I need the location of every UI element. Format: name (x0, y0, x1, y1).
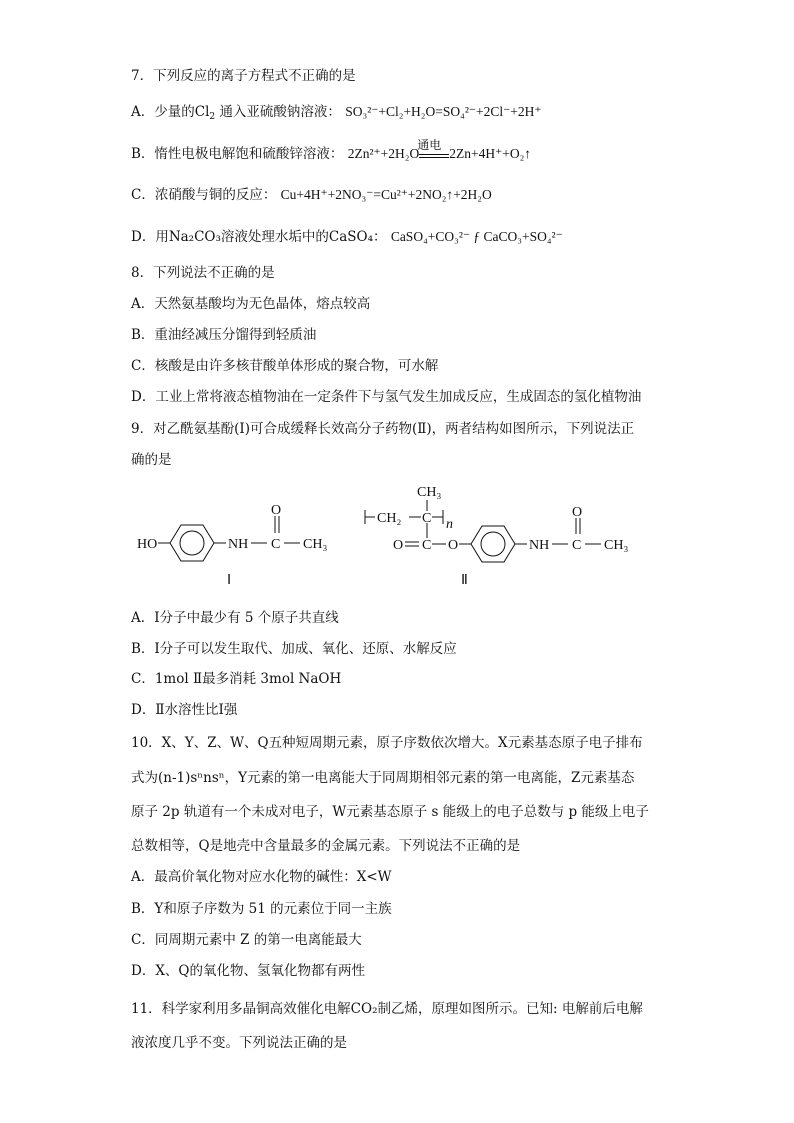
q7-option-d (131, 228, 563, 246)
s1-nh: NH (228, 537, 249, 552)
s1-c: C (271, 537, 281, 552)
q8-option-d: D．工业上常将液态植物油在一定条件下与氢气发生加成反应，生成固态的氢化植物油 (131, 389, 642, 405)
s2-c2: C (422, 538, 432, 553)
s2-ch3: CH₃ (604, 538, 629, 553)
q7-d-equation: CaSO₄+CO₃²⁻ ƒ CaCO₃+SO₄²⁻ (390, 229, 563, 244)
q7-option-c (131, 186, 492, 204)
q7-option-a: A．少量的$Cl_2$ 通入亚硫酸钠溶液： SO₃²⁻+Cl₂+H₂O=SO₄²⁻+2Cl⁻+2H⁺ (131, 104, 542, 122)
s1-benzene-ring (170, 525, 214, 561)
q7-c-text: C．浓硝酸与铜的反应： (131, 187, 277, 203)
s2-benzene-ring (471, 526, 515, 562)
q11-stem-line1: 11．科学家利用多晶铜高效催化电解CO₂制乙烯，原理如图所示。已知: 电解前后电解 (131, 1001, 643, 1017)
q10-option-b: B．Y和原子序数为 51 的元素位于同一主族 (131, 901, 392, 917)
q10-stem-line2: 式为(n-1)sⁿnsⁿ，Y元素的第一电离能大于同周期相邻元素的第一电离能，Z元素基态 (131, 770, 635, 786)
q8-stem: 8．下列说法不正确的是 (131, 265, 275, 281)
q7-a-text2: 通入亚硫酸钠溶液： (219, 104, 341, 120)
s1-ch3: CH₃ (303, 537, 328, 552)
q7-d-text: D．用Na₂CO₃溶液处理水垢中的CaSO₄： (131, 229, 387, 245)
q10-stem-line4: 总数相等，Q是地壳中含量最多的金属元素。下列说法不正确的是 (131, 838, 521, 854)
q7-b-eq-over: 通电 (417, 137, 442, 152)
q7-b-eq-left: 2Zn²⁺+2H₂O (347, 146, 420, 161)
q9-stem-line1: 9．对乙酰氨基酚(Ⅰ)可合成缓释长效高分子药物(Ⅱ)，两者结构如图所示，下列说法正 (131, 421, 635, 437)
s2-nh: NH (529, 538, 550, 553)
label-I: Ⅰ (227, 573, 232, 588)
q11-stem-line2: 液浓度几乎不变。下列说法正确的是 (131, 1035, 347, 1051)
s2-o3: O (572, 505, 583, 520)
q9-option-a: A．Ⅰ分子中最少有 5 个原子共直线 (131, 610, 339, 626)
q9-stem-line2: 确的是 (131, 452, 172, 468)
q9-structures (131, 478, 651, 593)
q9-option-c: C．1mol Ⅱ最多消耗 3mol NaOH (131, 671, 342, 687)
q9-option-d: D．Ⅱ水溶性比Ⅰ强 (131, 702, 238, 718)
q10-stem-line3: 原子 2p 轨道有一个未成对电子，W元素基态原子 s 能级上的电子总数与 p 能级上电子 (131, 804, 649, 820)
label-II: Ⅱ (461, 573, 468, 588)
s2-c3: C (572, 538, 582, 553)
q7-b-eq-right: 2Zn+4H⁺+O₂↑ (449, 146, 532, 161)
q8-option-c: C．核酸是由许多核苷酸单体形成的聚合物，可水解 (131, 358, 439, 374)
q7-option-b (131, 137, 532, 163)
structure-I (137, 503, 327, 588)
s2-o-eq: O (393, 538, 404, 553)
q7-a-text: A．少量的Cl (131, 104, 210, 120)
s2-ch2: CH₂ (377, 511, 402, 526)
q7-b-text: B．惰性电极电解饱和硫酸锌溶液： (131, 146, 344, 162)
q7-a-equation: SO₃²⁻+Cl₂+H₂O=SO₄²⁻+2Cl⁻+2H⁺ (345, 104, 542, 119)
s2-ch3-top: CH₃ (417, 485, 442, 500)
q7-c-equation: Cu+4H⁺+2NO₃⁻=Cu²⁺+2NO₂↑+2H₂O (280, 187, 492, 202)
structure-II (365, 485, 628, 588)
q10-stem-line1: 10．X、Y、Z、W、Q五种短周期元素，原子序数依次增大。X元素基态原子电子排布 (131, 735, 643, 751)
s2-n: n (446, 517, 453, 532)
q7-b-electrolysis-arrow (417, 137, 449, 162)
s1-o: O (271, 503, 282, 518)
q9-option-b: B．Ⅰ分子可以发生取代、加成、氧化、还原、水解反应 (131, 641, 457, 657)
q8-option-a: A．天然氨基酸均为无色晶体，熔点较高 (131, 296, 371, 312)
q10-option-d: D．X、Q的氧化物、氢氧化物都有两性 (131, 963, 366, 979)
s2-c: C (422, 511, 432, 526)
s1-ho: HO (137, 537, 158, 552)
q8-option-b: B．重油经减压分馏得到轻质油 (131, 327, 317, 343)
q10-option-c: C．同周期元素中 Z 的第一电离能最大 (131, 932, 362, 948)
q7-stem: 7．下列反应的离子方程式不正确的是 (131, 68, 356, 84)
s2-o-link: O (448, 538, 459, 553)
q7-b-double-line (419, 154, 449, 158)
q10-option-a: A．最高价氧化物对应水化物的碱性：X<W (131, 869, 392, 885)
